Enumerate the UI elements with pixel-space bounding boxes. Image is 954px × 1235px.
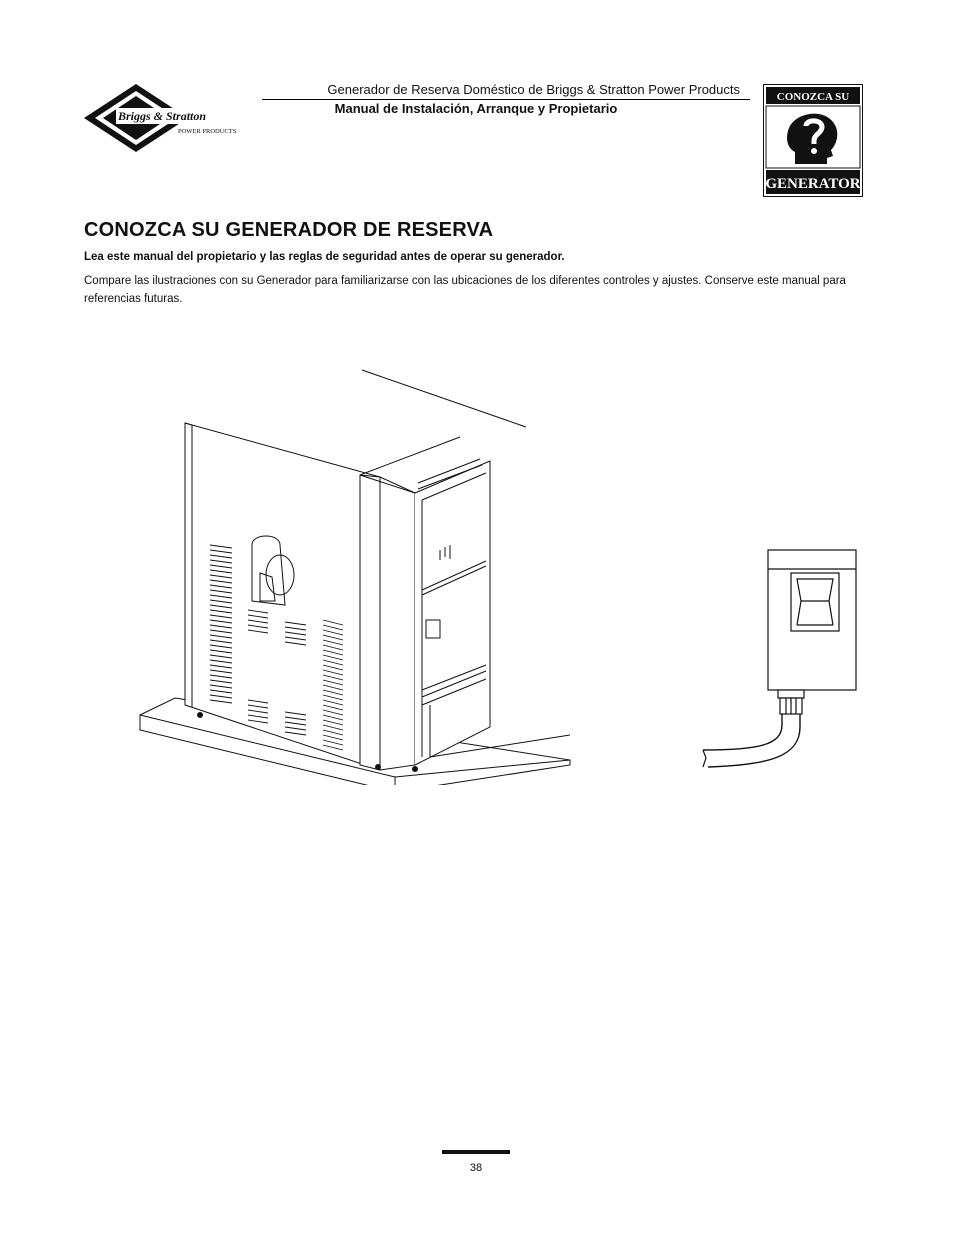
section-title: CONOZCA SU GENERADOR DE RESERVA bbox=[84, 219, 494, 241]
logo-brand-text: Briggs & Stratton bbox=[118, 109, 207, 123]
intro-text: Compare las ilustraciones con su Generador para familiarizarse con las ubicaciones de los diferentes controles y ajustes. Conserve este manual para referencias futuras. bbox=[84, 275, 846, 305]
page-number: 38 bbox=[469, 1162, 483, 1174]
badge-bottom-text: GENERATOR bbox=[765, 176, 861, 192]
page-header bbox=[262, 82, 750, 117]
transfer-switch-illustration bbox=[698, 545, 860, 775]
page-number-bar bbox=[442, 1150, 510, 1154]
conozca-su-generator-badge bbox=[763, 84, 863, 197]
intro-bold-text: Lea este manual del propietario y las reglas de seguridad antes de operar su generador. bbox=[84, 251, 565, 263]
logo-tagline: POWER PRODUCTS bbox=[178, 128, 237, 135]
header-subtitle: Manual de Instalación, Arranque y Propietario bbox=[334, 101, 618, 116]
briggs-stratton-logo bbox=[82, 82, 254, 154]
generator-illustration bbox=[130, 365, 580, 785]
header-title: Generador de Reserva Doméstico de Briggs & Stratton Power Products bbox=[327, 82, 740, 97]
badge-top-text: CONOZCA SU bbox=[776, 91, 850, 103]
